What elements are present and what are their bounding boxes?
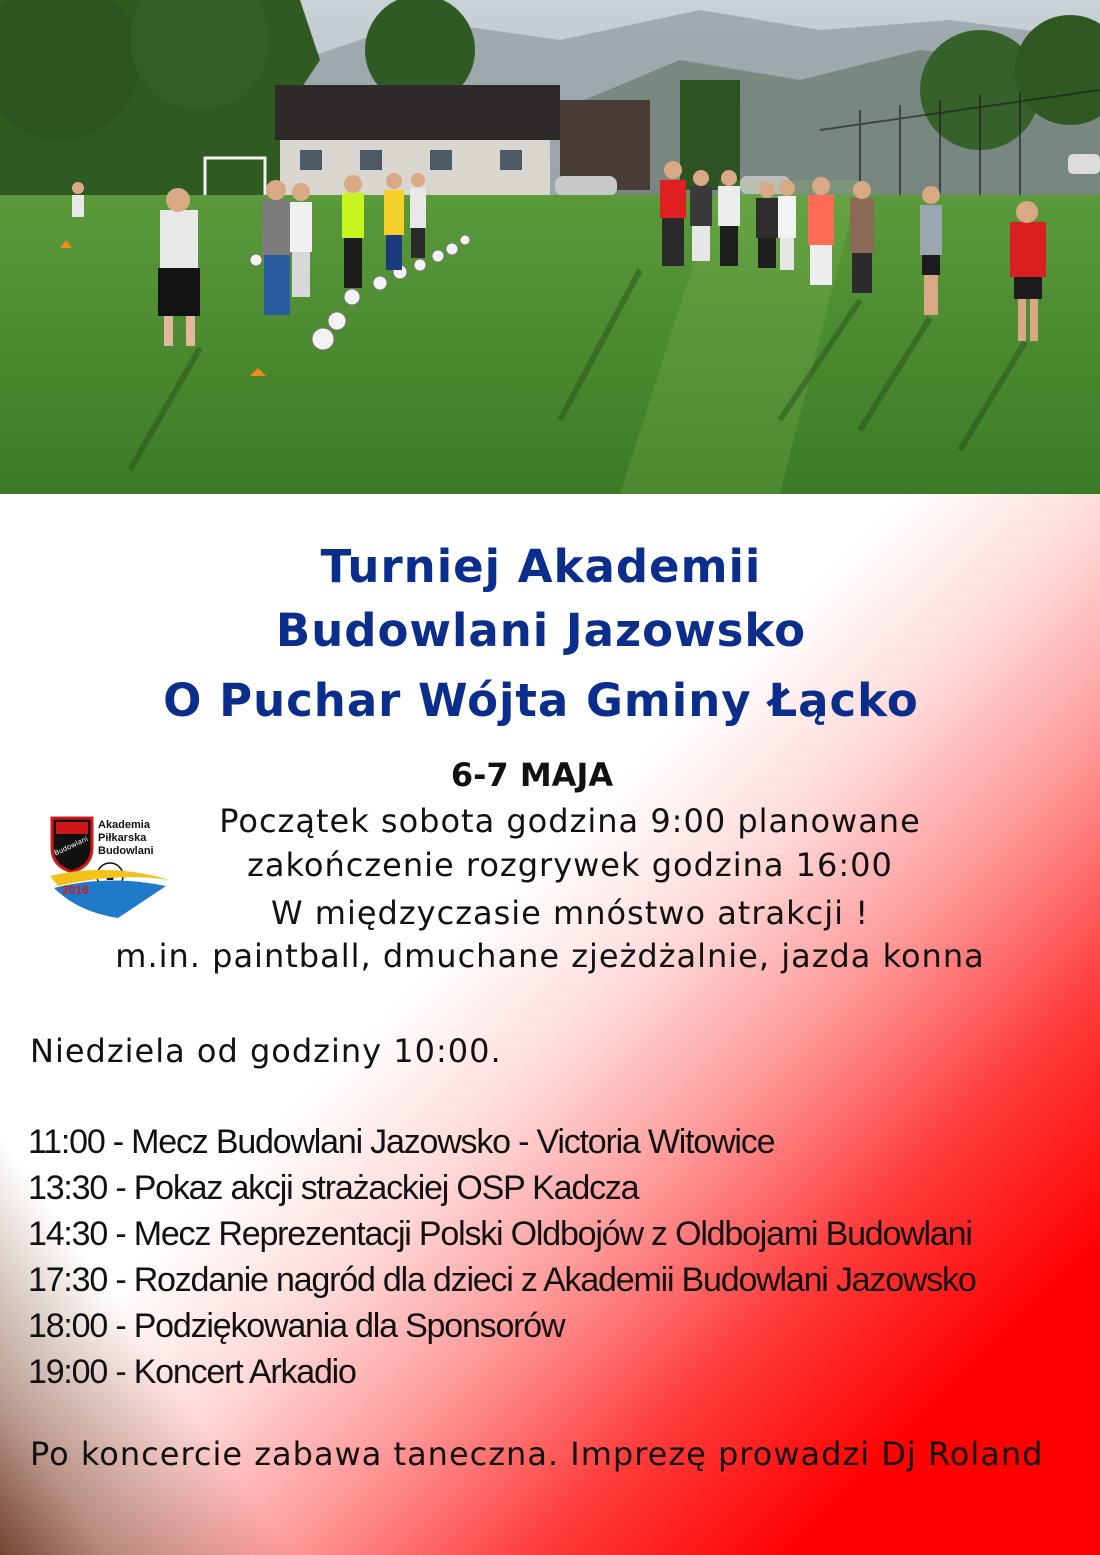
poster-body [0,494,1100,1555]
sunday-intro: Niedziela od godziny 10:00. [30,1032,502,1070]
photo-illustration [0,0,1100,494]
schedule-item: 19:00 - Koncert Arkadio [28,1353,356,1391]
title-line-1: Turniej Akademii [320,540,762,593]
saturday-line-1: Początek sobota godzina 9:00 planowane [219,802,921,840]
svg-text:2016: 2016 [62,883,89,897]
schedule-item: 18:00 - Podziękowania dla Sponsorów [28,1307,565,1345]
title-line-2: Budowlani Jazowsko [275,604,807,657]
closing-text: Po koncercie zabawa taneczna. Imprezę prowadzi Dj Roland [30,1435,1044,1473]
schedule-item: 13:30 - Pokaz akcji strażackiej OSP Kadcza [28,1169,639,1207]
schedule-item: 11:00 - Mecz Budowlani Jazowsko - Victoria Witowice [28,1123,775,1161]
saturday-line-3: W międzyczasie mnóstwo atrakcji ! [270,894,870,932]
svg-text:Budowlani: Budowlani [98,845,154,857]
svg-text:Akademia: Akademia [98,819,150,831]
saturday-line-4: m.in. paintball, dmuchane zjeżdżalnie, jazda konna [115,937,985,975]
event-date: 6-7 MAJA [450,756,614,794]
schedule-item: 14:30 - Mecz Reprezentacji Polski Oldbojów z Oldbojami Budowlani [28,1215,972,1253]
title-line-3: O Puchar Wójta Gminy Łącko [163,674,919,727]
schedule-item: 17:30 - Rozdanie nagród dla dzieci z Akademii Budowlani Jazowsko [28,1261,976,1299]
svg-text:Budowlani: Budowlani [53,834,90,858]
svg-text:Piłkarska: Piłkarska [98,832,147,844]
saturday-line-2: zakończenie rozgrywek godzina 16:00 [247,846,893,884]
schedule-list [28,1119,976,1395]
football-training-photo [0,0,1100,494]
